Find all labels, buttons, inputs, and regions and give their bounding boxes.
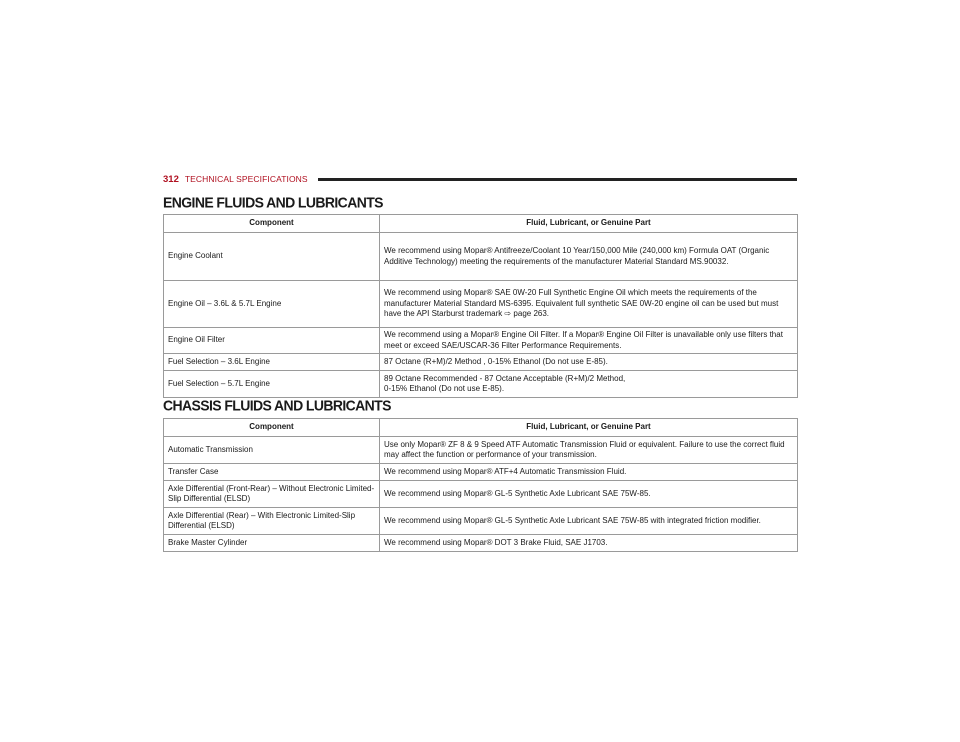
column-header-component: Component bbox=[164, 215, 380, 233]
component-cell: Engine Coolant bbox=[164, 233, 380, 281]
table-row bbox=[164, 508, 798, 535]
component-cell: Engine Oil – 3.6L & 5.7L Engine bbox=[164, 281, 380, 328]
fluid-cell: 87 Octane (R+M)/2 Method , 0-15% Ethanol (Do not use E-85). bbox=[380, 354, 798, 371]
fluid-cell: We recommend using Mopar® SAE 0W-20 Full Synthetic Engine Oil which meets the requirements of the manufacturer Material Standard MS-6395. Equivalent full synthetic SAE 0W-20 engine oil can be used but must have the API Starburst trademark ⇨ page 263. bbox=[380, 281, 798, 328]
fluid-cell: We recommend using Mopar® GL-5 Synthetic Axle Lubricant SAE 75W-85. bbox=[380, 481, 798, 508]
fluid-cell: 89 Octane Recommended - 87 Octane Acceptable (R+M)/2 Method, 0-15% Ethanol (Do not use E-85). bbox=[380, 371, 798, 398]
component-cell: Engine Oil Filter bbox=[164, 328, 380, 354]
column-header-fluid: Fluid, Lubricant, or Genuine Part bbox=[380, 215, 798, 233]
table-row bbox=[164, 328, 798, 354]
column-header-component: Component bbox=[164, 419, 380, 437]
fluid-cell: We recommend using a Mopar® Engine Oil Filter. If a Mopar® Engine Oil Filter is unavailable only use filters that meet or exceed SAE/USCAR-36 Filter Performance Requirements. bbox=[380, 328, 798, 354]
header-rule bbox=[318, 178, 797, 181]
column-header-fluid: Fluid, Lubricant, or Genuine Part bbox=[380, 419, 798, 437]
component-cell: Automatic Transmission bbox=[164, 437, 380, 464]
table-row bbox=[164, 464, 798, 481]
section-label: TECHNICAL SPECIFICATIONS bbox=[184, 174, 308, 184]
fluid-cell: We recommend using Mopar® Antifreeze/Coolant 10 Year/150,000 Mile (240,000 km) Formula OAT (Organic Additive Technology) meeting the requirements of the manufacturer Material Standard MS.90032. bbox=[380, 233, 798, 281]
component-cell: Axle Differential (Front-Rear) – Without Electronic Limited-Slip Differential (ELSD) bbox=[164, 481, 380, 508]
chassis-fluids-title: CHASSIS FLUIDS AND LUBRICANTS bbox=[163, 396, 391, 414]
table-header-row bbox=[164, 419, 798, 437]
engine-fluids-table bbox=[163, 214, 798, 398]
table-row bbox=[164, 281, 798, 328]
component-cell: Fuel Selection – 3.6L Engine bbox=[164, 354, 380, 371]
fluid-cell: Use only Mopar® ZF 8 & 9 Speed ATF Automatic Transmission Fluid or equivalent. Failure to use the correct fluid may affect the function or performance of your transmission. bbox=[380, 437, 798, 464]
fluid-cell: We recommend using Mopar® GL-5 Synthetic Axle Lubricant SAE 75W-85 with integrated friction modifier. bbox=[380, 508, 798, 535]
component-cell: Brake Master Cylinder bbox=[164, 535, 380, 552]
fluid-cell: We recommend using Mopar® DOT 3 Brake Fluid, SAE J1703. bbox=[380, 535, 798, 552]
table-header-row bbox=[164, 215, 798, 233]
chassis-fluids-table bbox=[163, 418, 798, 552]
table-row bbox=[164, 354, 798, 371]
fluid-cell: We recommend using Mopar® ATF+4 Automatic Transmission Fluid. bbox=[380, 464, 798, 481]
table-row bbox=[164, 481, 798, 508]
engine-fluids-title: ENGINE FLUIDS AND LUBRICANTS bbox=[163, 193, 383, 211]
page-number: 312 bbox=[163, 173, 179, 185]
table-row bbox=[164, 371, 798, 398]
page-header bbox=[163, 172, 797, 186]
component-cell: Axle Differential (Rear) – With Electronic Limited-Slip Differential (ELSD) bbox=[164, 508, 380, 535]
component-cell: Transfer Case bbox=[164, 464, 380, 481]
component-cell: Fuel Selection – 5.7L Engine bbox=[164, 371, 380, 398]
table-row bbox=[164, 437, 798, 464]
table-row bbox=[164, 233, 798, 281]
table-row bbox=[164, 535, 798, 552]
